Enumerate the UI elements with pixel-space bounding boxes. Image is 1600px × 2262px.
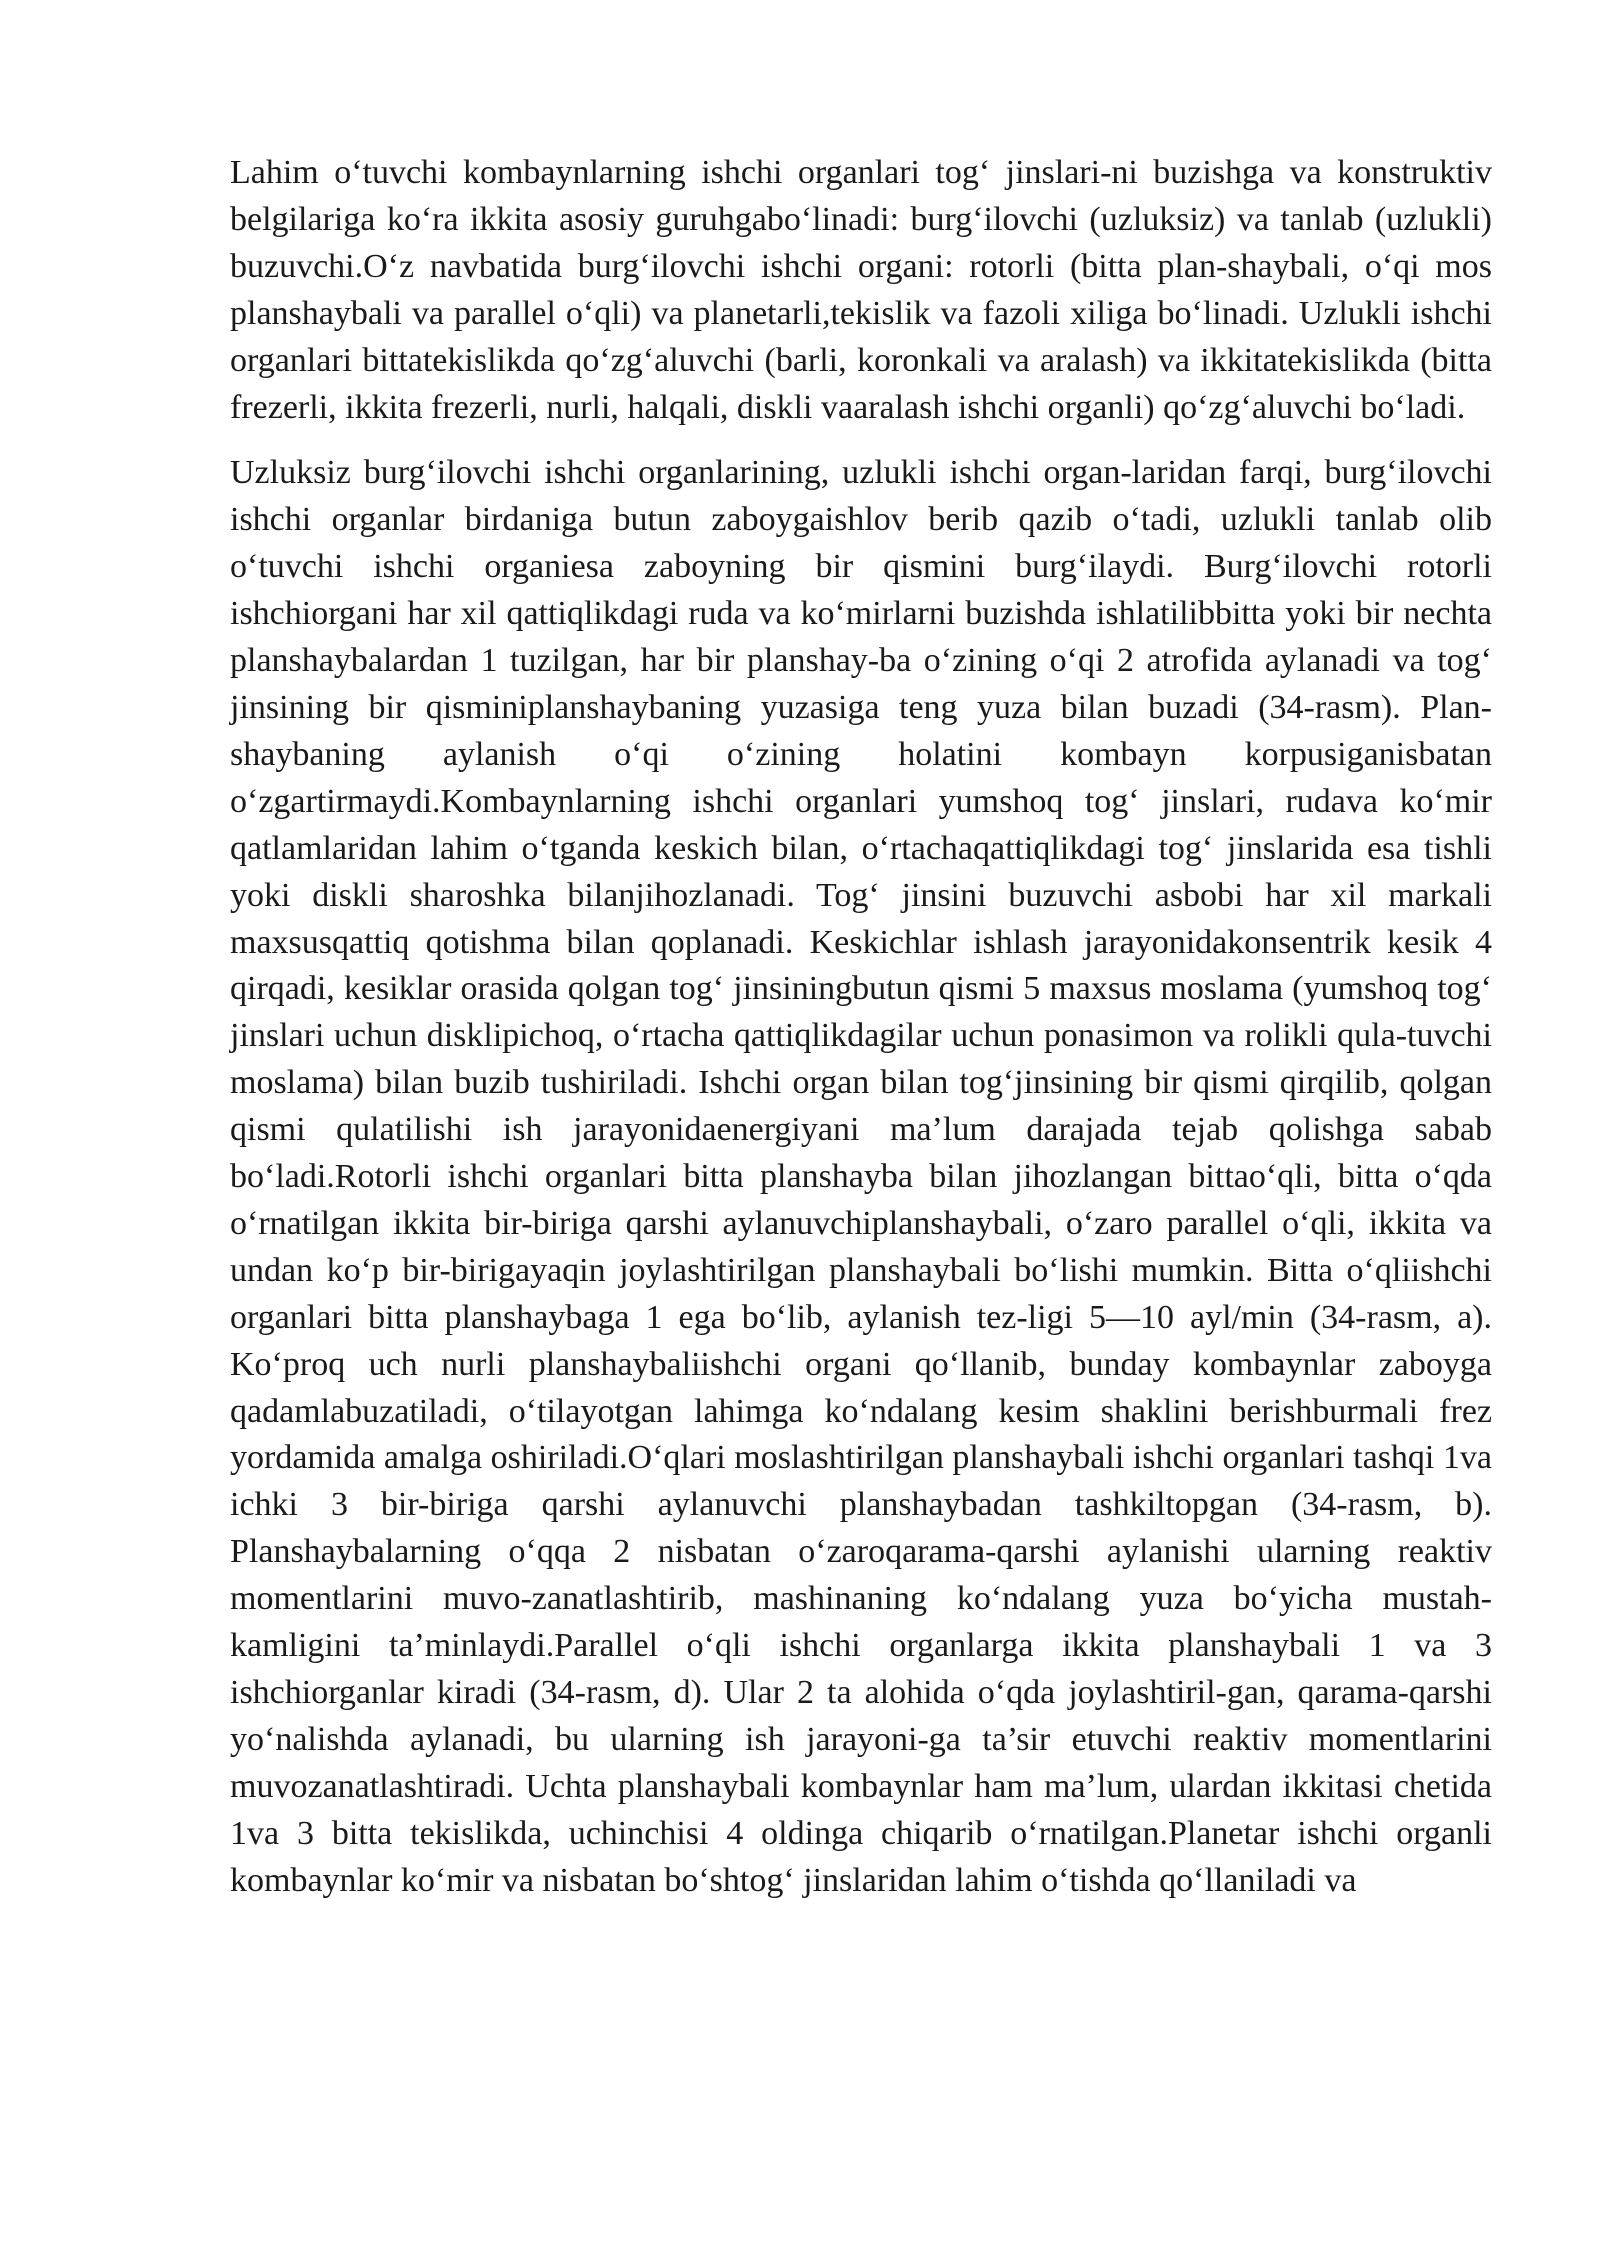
document-body bbox=[230, 150, 1492, 1905]
paragraph-2: Uzluksiz burg‘ilovchi ishchi organlarining, uzlukli ishchi organ-laridan farqi, burg‘ilovchi ishchi organlar birdaniga butun zaboygaishlov berib qazib o‘tadi, uzlukli tanlab olib o‘tuvchi ishchi organiesa zaboyning bir qismini burg‘ilaydi. Burg‘ilovchi rotorli ishchiorgani har xil qattiqlikdagi ruda va ko‘mirlarni buzishda ishlatilibbitta yoki bir nechta planshaybalardan 1 tuzilgan, har bir planshay-ba o‘zining o‘qi 2 atrofida aylanadi va tog‘ jinsining bir qisminiplanshaybaning yuzasiga teng yuza bilan buzadi (34-rasm). Plan-shaybaning aylanish o‘qi o‘zining holatini kombayn korpusiganisbatan o‘zgartirmaydi.Kombaynlarning ishchi organlari yumshoq tog‘ jinslari, rudava ko‘mir qatlamlaridan lahim o‘tganda keskich bilan, o‘rtachaqattiqlikdagi tog‘ jinslarida esa tishli yoki diskli sharoshka bilanjihozlanadi. Tog‘ jinsini buzuvchi asbobi har xil markali maxsusqattiq qotishma bilan qoplanadi. Keskichlar ishlash jarayonidakonsentrik kesik 4 qirqadi, kesiklar orasida qolgan tog‘ jinsiningbutun qismi 5 maxsus moslama (yumshoq tog‘ jinslari uchun disklipichoq, o‘rtacha qattiqlikdagilar uchun ponasimon va rolikli qula-tuvchi moslama) bilan buzib tushiriladi. Ishchi organ bilan tog‘jinsining bir qismi qirqilib, qolgan qismi qulatilishi ish jarayonidaenergiyani ma’lum darajada tejab qolishga sabab bo‘ladi.Rotorli ishchi organlari bitta planshayba bilan jihozlangan bittao‘qli, bitta o‘qda o‘rnatilgan ikkita bir-biriga qarshi aylanuvchiplanshaybali, o‘zaro parallel o‘qli, ikkita va undan ko‘p bir-birigayaqin joylashtirilgan planshaybali bo‘lishi mumkin. Bitta o‘qliishchi organlari bitta planshaybaga 1 ega bo‘lib, aylanish tez-ligi 5—10 ayl/min (34-rasm, a). Ko‘proq uch nurli planshaybaliishchi organi qo‘llanib, bunday kombaynlar zaboyga qadamlabuzatiladi, o‘tilayotgan lahimga ko‘ndalang kesim shaklini berishburmali frez yordamida amalga oshiriladi.O‘qlari moslashtirilgan planshaybali ishchi organlari tashqi 1va ichki 3 bir-biriga qarshi aylanuvchi planshaybadan tashkiltopgan (34-rasm, b). Planshaybalarning o‘qqa 2 nisbatan o‘zaroqarama-qarshi aylanishi ularning reaktiv momentlarini muvo-zanatlashtirib, mashinaning ko‘ndalang yuza bo‘yicha mustah-kamligini ta’minlaydi.Parallel o‘qli ishchi organlarga ikkita planshaybali 1 va 3 ishchiorganlar kiradi (34-rasm, d). Ular 2 ta alohida o‘qda joylashtiril-gan, qarama-qarshi yo‘nalishda aylanadi, bu ularning ish jarayoni-ga ta’sir etuvchi reaktiv momentlarini muvozanatlashtiradi. Uchta planshaybali kombaynlar ham ma’lum, ulardan ikkitasi chetida 1va 3 bitta tekislikda, uchinchisi 4 oldinga chiqarib o‘rnatilgan.Planetar ishchi organli kombaynlar ko‘mir va nisbatan bo‘shtog‘ jinslaridan lahim o‘tishda qo‘llaniladi va bbox=[230, 454, 1492, 1899]
paragraph-1: Lahim o‘tuvchi kombaynlarning ishchi organlari tog‘ jinslari-ni buzishga va konstruktiv belgilariga ko‘ra ikkita asosiy guruhgabo‘linadi: burg‘ilovchi (uzluksiz) va tanlab (uzlukli) buzuvchi.O‘z navbatida burg‘ilovchi ishchi organi: rotorli (bitta plan-shaybali, o‘qi mos planshaybali va parallel o‘qli) va planetarli,tekislik va fazoli xiliga bo‘linadi. Uzlukli ishchi organlari bittatekislikda qo‘zg‘aluvchi (barli, koronkali va aralash) va ikkitatekislikda (bitta frezerli, ikkita frezerli, nurli, halqali, diskli vaaralash ishchi organli) qo‘zg‘aluvchi bo‘ladi. bbox=[230, 154, 1492, 426]
